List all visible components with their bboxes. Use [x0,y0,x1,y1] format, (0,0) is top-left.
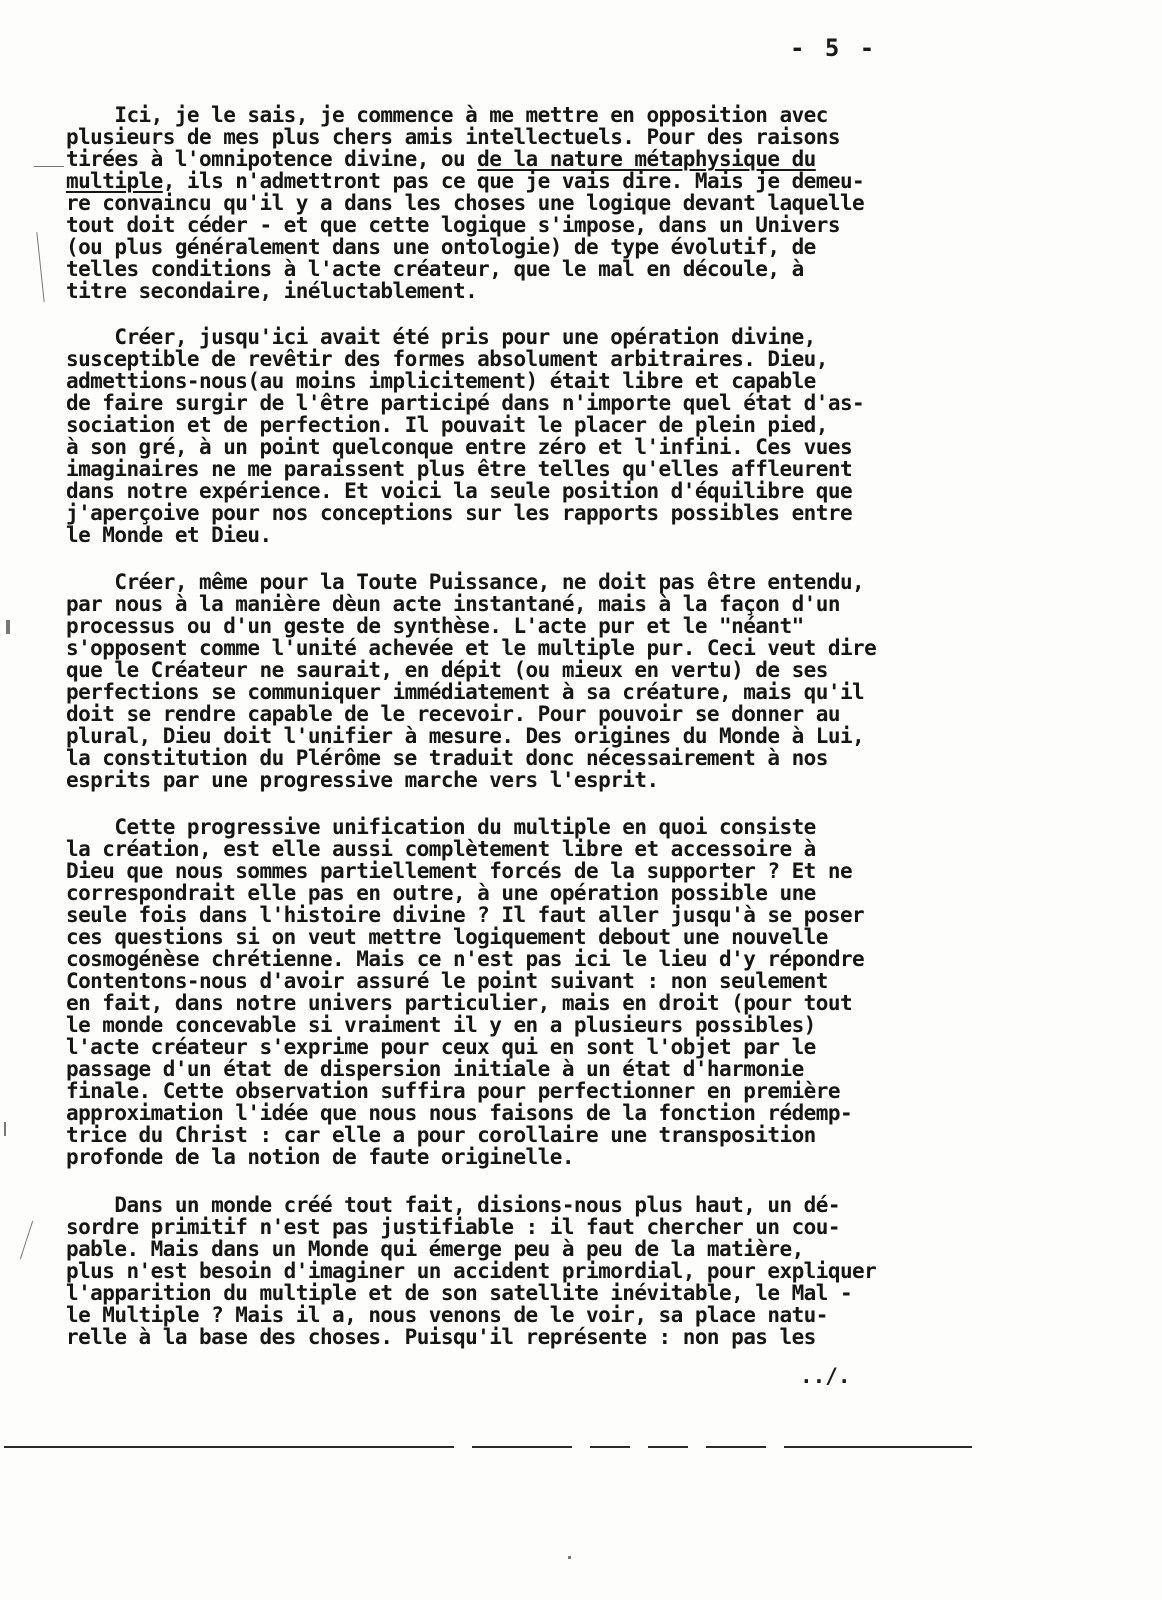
text-line: sordre primitif n'est pas justifiable : il faut chercher un cou- [66,1215,840,1239]
text-line: cosmogénèse chrétienne. Mais ce n'est pas ici le lieu d'y répondre [66,947,865,971]
footer-rule [590,1446,630,1448]
text-line: en fait, dans notre univers particulier, mais en droit (pour tout [66,991,853,1015]
text-line: processus ou d'un geste de synthèse. L'acte pur et le "néant" [66,614,804,638]
text-line: plus n'est besoin d'imaginer un accident primordial, pour expliquer [66,1259,877,1283]
text-line: s'opposent comme l'unité achevée et le multiple pur. Ceci veut dire [66,636,877,660]
footer-rule [784,1446,972,1448]
text-line: la création, est elle aussi complètement libre et accessoire à [66,837,816,861]
footer-rule [472,1446,572,1448]
text-line: relle à la base des choses. Puisqu'il représente : non pas les [66,1325,816,1349]
text-line: titre secondaire, inéluctablement. [66,279,478,303]
text-line: le monde concevable si vraiment il y en a plusieurs possibles) [66,1013,816,1037]
footer-rule [706,1446,766,1448]
text-line: admettions-nous(au moins implicitement) était libre et capable [66,369,816,393]
text-line: Dans un monde créé tout fait, disions-nous plus haut, un dé- [66,1193,840,1217]
text-line: profonde de la notion de faute originelle. [66,1145,574,1169]
text-line: ces questions si on veut mettre logiquement debout une nouvelle [66,925,828,949]
margin-mark [568,1556,571,1559]
text-line: Contentons-nous d'avoir assuré le point suivant : non seulement [66,969,828,993]
text-line: l'acte créateur s'exprime pour ceux qui en sont l'objet par le [66,1035,816,1059]
text-line: le Monde et Dieu. [66,523,272,547]
text-line: passage d'un état de dispersion initiale à un état d'harmonie [66,1057,804,1081]
text-line: trice du Christ : car elle a pour corollaire une transposition [66,1123,816,1147]
text-line [66,148,816,170]
text-line: j'aperçoive pour nos conceptions sur les rapports possibles entre [66,501,853,525]
text-line: finale. Cette observation suffira pour perfectionner en première [66,1079,840,1103]
text-line: (ou plus généralement dans une ontologie) de type évolutif, de [66,235,816,259]
text-line: sociation et de perfection. Il pouvait le placer de plein pied, [66,413,828,437]
text-line: dans notre expérience. Et voici la seule position d'équilibre que [66,479,853,503]
text-line: approximation l'idée que nous nous faisons de la fonction rédemp- [66,1101,853,1125]
margin-mark [4,1122,6,1136]
continuation-marker: ../. [800,1364,851,1388]
underlined-phrase: multiple [66,169,163,193]
text-line: telles conditions à l'acte créateur, que le mal en découle, à [66,257,804,281]
text-line: le Multiple ? Mais il a, nous venons de le voir, sa place natu- [66,1303,828,1327]
text-line: par nous à la manière dèun acte instantané, mais à la façon d'un [66,592,840,616]
margin-mark [34,166,64,167]
text-line: à son gré, à un point quelconque entre zéro et l'infini. Ces vues [66,435,853,459]
footer-rule [648,1446,688,1448]
margin-mark [20,1221,33,1259]
text-line: de faire surgir de l'être participé dans n'importe quel état d'as- [66,391,865,415]
text-line: imaginaires ne me paraissent plus être telles qu'elles affleurent [66,457,853,481]
text-line: doit se rendre capable de le recevoir. Pour pouvoir se donner au [66,702,840,726]
text-line: Ici, je le sais, je commence à me mettre en opposition avec [66,103,828,127]
margin-mark [36,232,44,302]
text-fragment: , ils n'admettront pas ce que je vais dire. Mais je demeu- [162,169,865,193]
text-line: pable. Mais dans un Monde qui émerge peu à peu de la matière, [66,1237,804,1261]
text-line: re convaincu qu'il y a dans les choses une logique devant laquelle [66,191,865,215]
text-line: la constitution du Plérôme se traduit donc nécessairement à nos [66,746,828,770]
text-line: Cette progressive unification du multiple en quoi consiste [66,815,816,839]
margin-mark [6,620,10,634]
text-line: que le Créateur ne saurait, en dépit (ou mieux en vertu) de ses [66,658,828,682]
text-line: tout doit céder - et que cette logique s'impose, dans un Univers [66,213,840,237]
footer-rule [4,1446,454,1448]
text-line: susceptible de revêtir des formes absolument arbitraires. Dieu, [66,347,828,371]
text-line: seule fois dans l'histoire divine ? Il faut aller jusqu'à se poser [66,903,865,927]
text-line: perfections se communiquer immédiatement à sa créature, mais qu'il [66,680,865,704]
text-line: plusieurs de mes plus chers amis intellectuels. Pour des raisons [66,125,840,149]
page-number: - 5 - [790,34,878,62]
text-line: l'apparition du multiple et de son satellite inévitable, le Mal - [66,1281,853,1305]
text-fragment: tirées à l'omnipotence divine, ou [66,147,478,171]
text-line: Créer, même pour la Toute Puissance, ne doit pas être entendu, [66,570,865,594]
text-line: esprits par une progressive marche vers l'esprit. [66,768,659,792]
text-line: plural, Dieu doit l'unifier à mesure. Des origines du Monde à Lui, [66,724,865,748]
text-line: correspondrait elle pas en outre, à une opération possible une [66,881,816,905]
text-line [66,170,864,192]
text-line: Dieu que nous sommes partiellement forcés de la supporter ? Et ne [66,859,853,883]
underlined-phrase: de la nature métaphysique du [477,147,816,171]
text-line: Créer, jusqu'ici avait été pris pour une opération divine, [66,325,816,349]
